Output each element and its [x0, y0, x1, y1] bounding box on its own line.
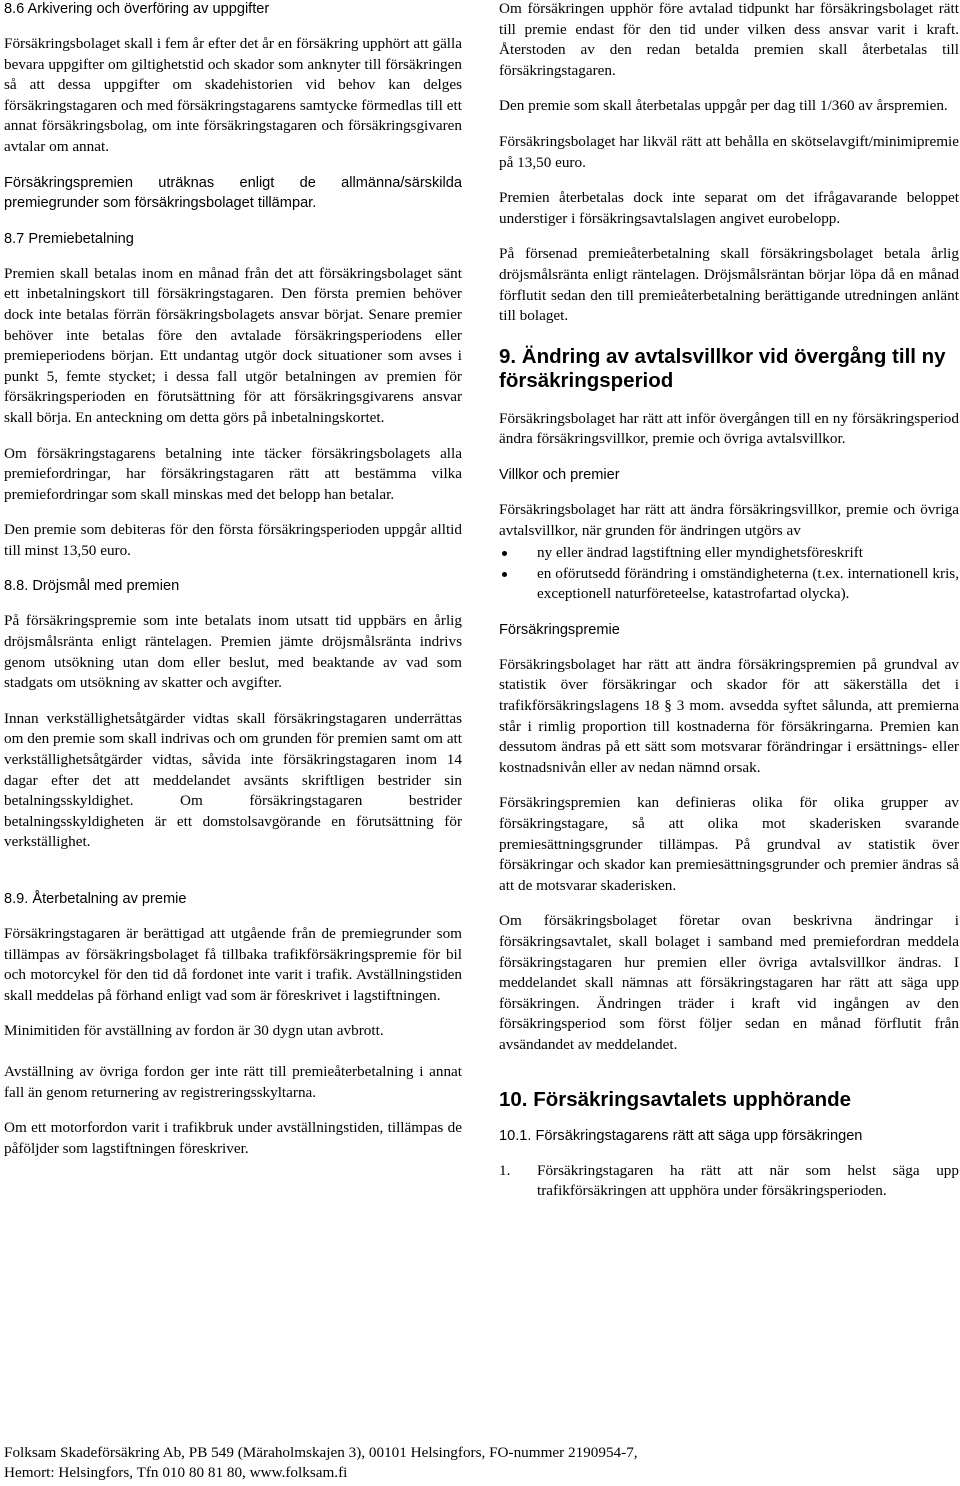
item-text: Försäkringstagaren ha rätt att när som helst säga upp trafikförsäkringen att upphöra under försäkringsperioden. — [537, 1161, 959, 1200]
paragraph: Försäkringsbolaget har rätt att ändra försäkringspremien på grundval av statistik över försäkringar och skador för att säkerställa det i trafikförsäkringslagens 18 § 3 mom. avsedda syftet sålunda, att premierna står i rimlig proportion till kostnaderna för försäkringarna. Premien kan dessutom ändras på ett sätt som motsvarar förändringar i ersättnings- eller kostnadsnivån eller av nedan nämnd orsak. — [499, 655, 959, 776]
paragraph: Försäkringsbolaget har rätt att ändra försäkringsvillkor, premie och övriga avtalsvillkor, när grunden för ändringen utgörs av — [499, 500, 959, 539]
paragraph: Om försäkringstagarens betalning inte täcker försäkringsbolagets alla premiefordringar, har försäkringstagaren rätt att bestämma vilka premiefordringar som skall minskas med det belopp han betalar. — [4, 444, 462, 503]
bullet-item — [499, 564, 959, 605]
section-heading-9: 9. Ändring av avtalsvillkor vid övergång till ny försäkringsperiod — [499, 344, 946, 392]
subheading-villkor-och-premier: Villkor och premier — [499, 466, 620, 483]
bullet-item — [499, 543, 959, 564]
paragraph: Försäkringstagaren är berättigad att utgående från de premiegrunder som tillämpas av försäkringsbolaget få tillbaka trafikförsäkringspremie för bil och motorcykel för den tid då fordonet inte varit i trafik. Avställningstiden skall meddelas på förhand enligt vad som är föreskrivet i lagstiftningen. — [4, 925, 462, 1004]
footer-line-contact: Hemort: Helsingfors, Tfn 010 80 81 80, www.folksam.fi — [4, 1464, 348, 1481]
paragraph: Försäkringspremien uträknas enligt de allmänna/särskilda premiegrunder som försäkringsbolaget tillämpar. — [4, 174, 462, 212]
paragraph: På försäkringspremie som inte betalats inom utsatt tid uppbärs en årlig dröjsmålsränta enligt räntelagen. Premien jämte dröjsmålsränta indrivs genom utsökning utan dom eller beslut, med beaktande av vad som stadgats om utsökning av skatter och avgifter. — [4, 612, 462, 692]
bullet-list — [499, 543, 959, 605]
bullet-text: ny eller ändrad lagstiftning eller myndighetsföreskrift — [537, 544, 864, 562]
paragraph: På försenad premieåterbetalning skall försäkringsbolaget betala årlig dröjsmålsränta enligt räntelagen. Dröjsmålsräntan börjar löpa då en månad förflutit sedan den till premieåterbetalning berättigande utredningen anlänt till bolaget. — [499, 245, 959, 325]
bullet-icon — [502, 551, 507, 556]
paragraph: Minimitiden för avställning av fordon är 30 dygn utan avbrott. — [4, 1022, 384, 1040]
paragraph: Avställning av övriga fordon ger inte rätt till premieåterbetalning i annat fall än genom returnering av registreringsskyltarna. — [4, 1062, 462, 1101]
numbered-item — [499, 1161, 959, 1202]
numbered-list — [499, 1161, 959, 1202]
right-column — [499, 0, 959, 1202]
paragraph: Den premie som debiteras för den första försäkringsperioden uppgår alltid till minst 13,50 euro. — [4, 521, 462, 559]
bullet-text: en oförutsedd förändring i omständigheterna (t.ex. internationell kris, exceptionell naturföreteelse, katastrofartad olycka). — [537, 564, 959, 603]
section-heading-8-9: 8.9. Återbetalning av premie — [4, 891, 187, 907]
paragraph: Om försäkringsbolaget företar ovan beskrivna ändringar i försäkringsavtalet, skall bolaget i samband med premiefordran meddela försäkringstagaren hur premien eller övriga avtalsvillkor ändras. I meddelandet skall nämnas att försäkringstagaren har rätt att säga upp försäkringen. Ändringen träder i kraft vid ingången av den försäkringsperiod som först följer sedan en månad förflutit från avsändandet av meddelandet. — [499, 912, 959, 1053]
paragraph: Innan verkställighetsåtgärder vidtas skall försäkringstagaren underrättas om den premie som skall indrivas och om grunden för premien samt om att verkställighetsåtgärder vidtas, såvida inte försäkringstagaren inom 14 dagar efter det att meddelandet avsänts skriftligen bestrider sin betalningsskyldighet. Om försäkringstagaren bestrider betalningsskyldigheten är ett domstolsavgörande en förutsättning för verkställighet. — [4, 709, 462, 851]
paragraph: Försäkringsbolaget har rätt att inför övergången till en ny försäkringsperiod ändra försäkringsvillkor, premie och övriga avtalsvillkor. — [499, 409, 959, 448]
left-column — [4, 0, 462, 1174]
page-footer — [4, 1443, 904, 1483]
paragraph: Försäkringsbolaget har likväl rätt att behålla en skötselavgift/minimipremie på 13,50 euro. — [499, 132, 959, 171]
footer-line-company: Folksam Skadeförsäkring Ab, PB 549 (Märaholmskajen 3), 00101 Helsingfors, FO-nummer 2190954-7, — [4, 1444, 638, 1461]
paragraph: Den premie som skall återbetalas uppgår per dag till 1/360 av årspremien. — [499, 97, 948, 115]
section-heading-8-7: 8.7 Premiebetalning — [4, 230, 134, 247]
paragraph: Om ett motorfordon varit i trafikbruk under avställningstiden, tillämpas de påföljder som lagstiftningen föreskriver. — [4, 1119, 462, 1157]
subheading-forsakringspremie: Försäkringspremie — [499, 621, 620, 638]
item-number: 1. — [499, 1161, 511, 1179]
paragraph: Premien skall betalas inom en månad från det att försäkringsbolaget sänt ett inbetalningskort till försäkringstagaren. Den första premien behöver dock inte betalas förrän försäkringsbolagets ansvar börjat. Senare premier behöver inte betalas före den avtalade försäkringsperiodens eller premieperiodens början. Ett undantag utgör dock situationer som avses i punkt 5, femte stycket; i dessa fall utgör betalningen av premien för försäkringsperioden en förutsättning för att försäkringsgivarens ansvar skall börja. En anteckning om detta görs på inbetalningskortet. — [4, 264, 462, 426]
section-heading-8-8: 8.8. Dröjsmål med premien — [4, 578, 180, 595]
paragraph: Om försäkringen upphör före avtalad tidpunkt har försäkringsbolaget rätt till premie endast för den tid under vilken dess ansvar varit i kraft. Återstoden av den redan betalda premien skall återbetalas till försäkringstagaren. — [499, 0, 959, 79]
paragraph: Premien återbetalas dock inte separat om det ifrågavarande beloppet understiger i försäkringsavtalslagen angivet eurobelopp. — [499, 189, 959, 227]
subheading-10-1: 10.1. Försäkringstagarens rätt att säga upp försäkringen — [499, 1127, 863, 1144]
paragraph: Försäkringsbolaget skall i fem år efter det år en försäkring upphört att gälla bevara uppgifter om giltighetstid och skador som anknyter till försäkringen så att dessa uppgifter om skadehistorien vid behov kan delges försäkringstagaren och med försäkringstagarens samtycke förmedlas till ett annat försäkringsbolag, om inte försäkringstagaren och försäkringsgivaren avtalar om annat. — [4, 35, 462, 155]
section-heading-8-6: 8.6 Arkivering och överföring av uppgifter — [4, 1, 270, 17]
section-heading-10: 10. Försäkringsavtalets upphörande — [499, 1087, 852, 1111]
paragraph: Försäkringspremien kan definieras olika för olika grupper av försäkringstagare, så att olika mot skaderisken svarande premiesättningsgrunder tillämpas. På grundval av statistik över försäkringar och skador kan premiesättningsgrunder och premier ändras så att de motsvarar skaderisken. — [499, 794, 959, 894]
bullet-icon — [502, 572, 507, 577]
